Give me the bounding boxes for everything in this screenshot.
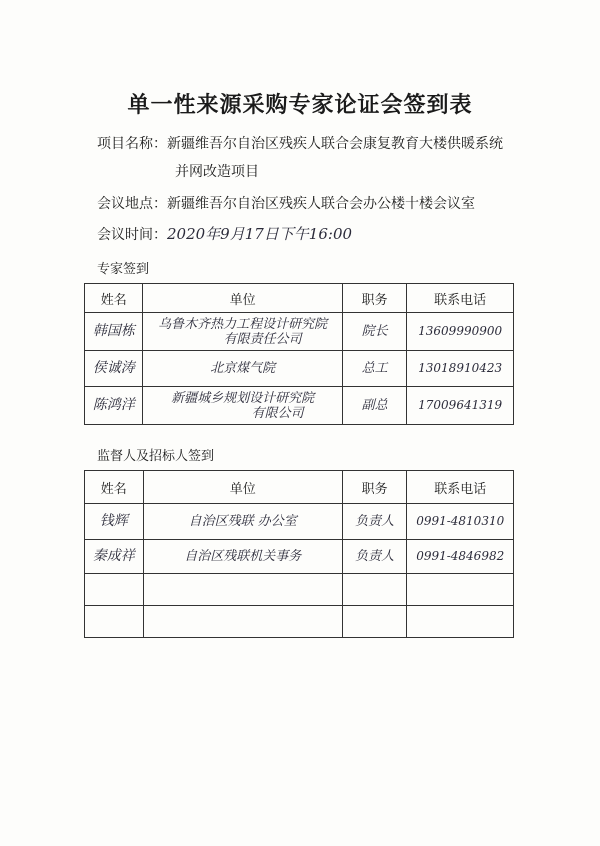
signer-name [85,574,144,606]
signer-phone [407,574,514,606]
signer-name: 钱辉 [85,504,144,540]
signer-role: 负责人 [342,504,407,540]
signer-phone: 13609990900 [407,313,514,351]
unit-line2: 有限公司 [251,405,304,421]
signer-phone: 13018910423 [407,351,514,387]
table-row [85,504,514,540]
signer-role: 负责人 [342,540,407,574]
signer-phone: 0991-4810310 [407,504,514,540]
signer-unit: 自治区残联机关事务 [143,540,342,574]
meeting-time-value: 2020年9月17日下午16:00 [167,225,353,243]
project-label: 项目名称： [97,136,167,152]
supervisors-table [84,470,514,638]
signer-name: 秦成祥 [85,540,144,574]
signer-unit: 自治区残联 办公室 [143,504,342,540]
experts-table [84,283,514,425]
signer-unit [143,606,342,638]
signer-unit [143,313,343,351]
signer-role: 总工 [342,351,406,387]
header-unit: 单位 [143,284,343,313]
table-row [85,574,514,606]
location-label: 会议地点： [97,196,167,212]
signer-phone: 0991-4846982 [407,540,514,574]
project-value-line2: 并网改造项目 [175,164,259,180]
header-unit: 单位 [143,471,342,504]
signer-role [342,574,407,606]
table-row [85,313,514,351]
table-row [85,351,514,387]
project-value-line1: 新疆维吾尔自治区残疾人联合会康复教育大楼供暖系统 [167,136,503,152]
table-row [85,606,514,638]
signer-unit [143,351,343,387]
header-phone: 联系电话 [407,284,514,313]
signer-name [85,606,144,638]
unit-line2: 有限责任公司 [223,331,302,347]
signer-phone [407,606,514,638]
table-row [85,540,514,574]
signer-unit [143,574,342,606]
meeting-location-line [97,193,475,213]
header-role: 职务 [342,284,406,313]
supervisors-section-label: 监督人及招标人签到 [97,449,215,464]
signer-unit [143,387,343,425]
signer-name: 韩国栋 [85,313,143,351]
header-name: 姓名 [85,471,144,504]
signer-role: 院长 [342,313,406,351]
unit-line1: 北京煤气院 [210,361,276,376]
experts-section-label: 专家签到 [97,262,150,277]
signer-name: 陈鸿洋 [85,387,143,425]
signer-name: 侯诚涛 [85,351,143,387]
unit-line1: 新疆城乡规划设计研究院 [171,390,315,406]
table-row [85,387,514,425]
header-phone: 联系电话 [407,471,514,504]
header-role: 职务 [342,471,407,504]
project-name-line [97,133,503,153]
supervisors-header-row [85,471,514,504]
experts-header-row [85,284,514,313]
page-title: 单一性来源采购专家论证会签到表 [127,93,473,118]
signer-role: 副总 [342,387,406,425]
header-name: 姓名 [85,284,143,313]
location-value: 新疆维吾尔自治区残疾人联合会办公楼十楼会议室 [167,196,475,212]
signer-role [342,606,407,638]
unit-line1: 乌鲁木齐热力工程设计研究院 [158,316,328,332]
meeting-time-line [97,223,352,244]
meeting-time-label: 会议时间： [97,227,167,243]
signer-phone: 17009641319 [407,387,514,425]
